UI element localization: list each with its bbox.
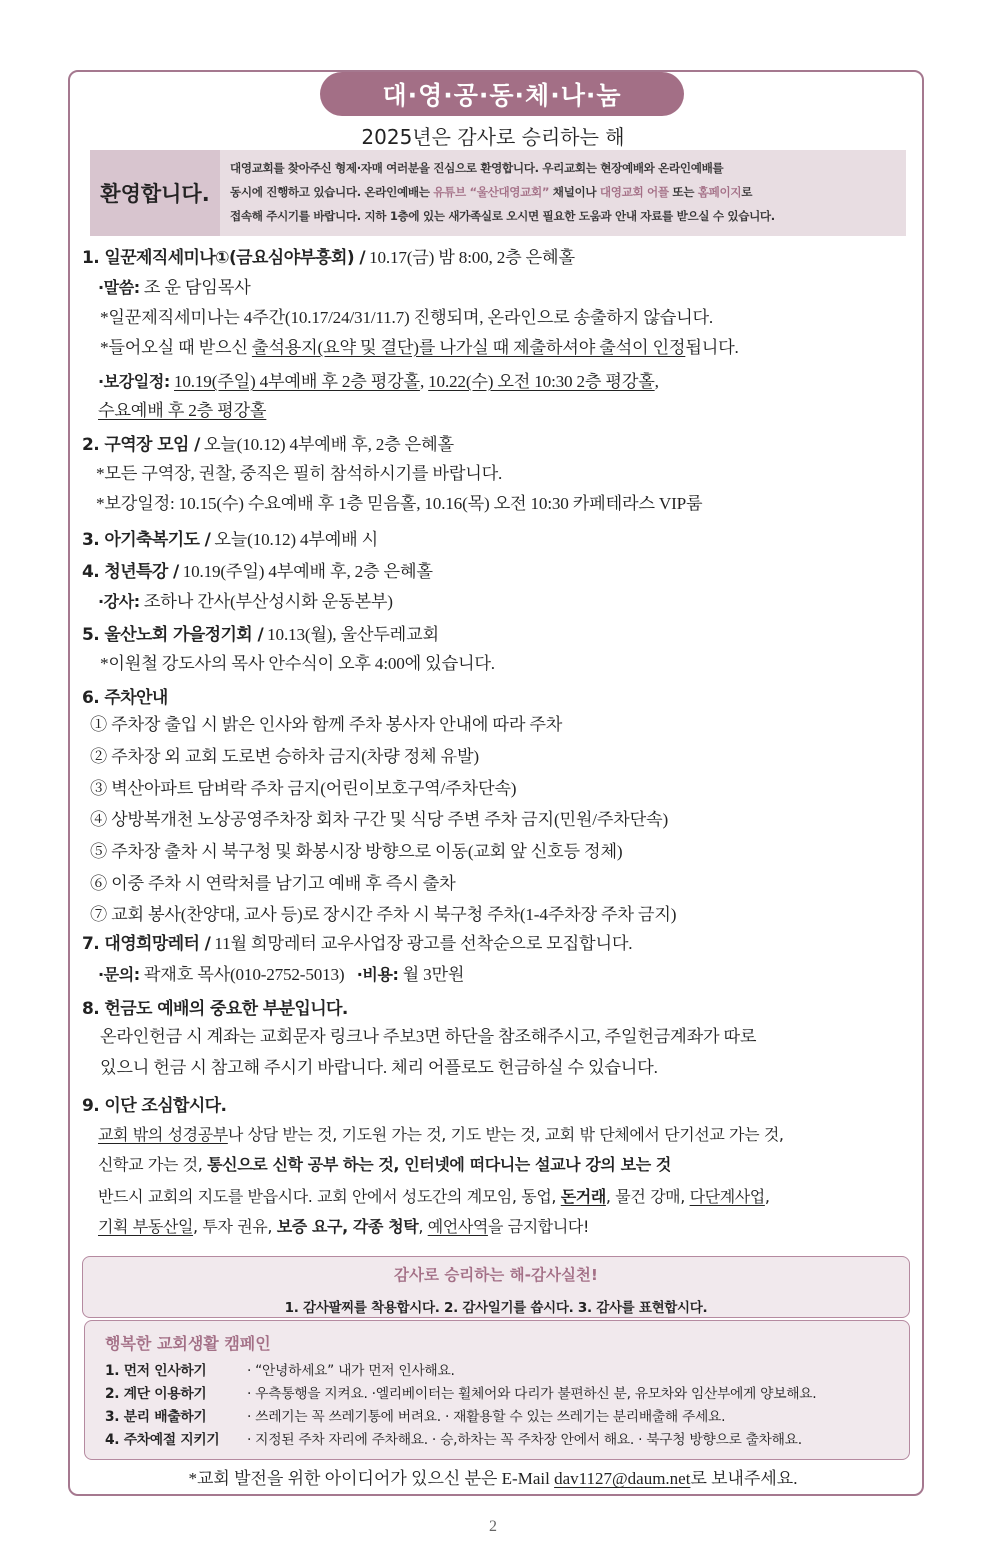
welcome-text-part: 동시에 진행하고 있습니다. 온라인예배는 [230,185,434,199]
value: 월 3만원 [398,965,465,984]
item-title: 9. 이단 조심합시다. [82,1096,227,1116]
campaign-row [105,1382,816,1402]
parking-rule: ⑦ 교회 봉사(찬양대, 교사 등)로 장시간 주차 시 북구청 주차(1-4주차장 주차 금지) [90,905,677,924]
parking-rule: ⑥ 이중 주차 시 연락처를 남기고 예배 후 즉시 출차 [90,874,456,893]
welcome-text-part: 또는 [668,185,698,199]
item-8-text: 있으니 헌금 시 참고해 주시기 바랍니다. 체리 어플로도 헌금하실 수 있습니다. [100,1058,658,1077]
item-1-heading [82,246,575,270]
item-title: 5. 울산노회 가을정기회 / [82,625,264,645]
church-app: 대영교회 어플 [599,185,669,199]
parking-rule: ② 주차장 외 교회 도로변 승하차 금지(차량 정체 유발) [90,747,479,766]
item-1-speaker [98,276,251,300]
welcome-line: 접속해 주시기를 바랍니다. 지하 1층에 있는 새가족실로 오시면 필요한 도움과 안내 자료를 받으실 수 있습니다. [230,209,775,223]
campaign-value: · “안녕하세요” 내가 먼저 인사해요. [247,1363,455,1379]
campaign-value: · 우측통행을 지켜요. ·엘리베이터는 휠체어와 다리가 불편하신 분, 유모차와 임산부에게 양보해요. [247,1386,817,1402]
item-info: 오늘(10.12) 4부예배 후, 2층 은혜홀 [199,435,454,454]
item-9-text [98,1215,589,1239]
youtube-channel: 유튜브 “울산대영교회” [433,185,550,199]
text: , 투자 권유, [193,1217,277,1236]
contact-phone: 곽재호 목사(010-2752-5013) [139,965,345,984]
item-3-heading [82,528,378,552]
text: , 물건 강매, [605,1187,690,1206]
gratitude-body: 1. 감사팔찌를 착용합시다. 2. 감사일기를 씁시다. 3. 감사를 표현합시다. [284,1300,708,1316]
welcome-line: 대영교회를 찾아주신 형제·자매 여러분을 진심으로 환영합니다. 우리교회는 현장예배와 온라인예배를 [230,161,724,175]
item-title: 1. 일꾼제직세미나①(금요심야부흥회) / [82,248,365,268]
item-2-note: *모든 구역장, 권찰, 중직은 필히 참석하시기를 바랍니다. [96,464,503,483]
parking-rule: ④ 상방복개천 노상공영주차장 회차 구간 및 식당 주변 주차 금지(민원/주차단속) [90,810,668,829]
warning-phrase: 기획 부동산일 [98,1217,194,1236]
attendance-rule: 출석용지(요약 및 결단)를 나가실 때 제출하셔야 출석이 인정 [251,338,686,357]
welcome-text-part: 로 [741,185,753,199]
warning-phrase: 보증 요구, 각종 청탁 [276,1217,419,1236]
item-1-note: *일꾼제직세미나는 4주간(10.17/24/31/11.7) 진행되며, 온라인으로 송출하지 않습니다. [100,308,714,327]
footer-note [0,1464,986,1489]
item-9-heading [82,1094,226,1118]
campaign-value: · 지정된 주차 자리에 주차해요. · 승,하차는 꼭 주차장 안에서 해요. · 북구청 방향으로 출차해요. [247,1432,802,1448]
makeup-date: 10.19(주일) 4부예배 후 2층 평강홀 [174,372,420,391]
gratitude-title: 감사로 승리하는 해-감사실천! [394,1266,598,1284]
item-info: 오늘(10.12) 4부예배 시 [210,530,379,549]
warning-phrase: 돈거래 [560,1187,606,1206]
item-title: 7. 대영희망레터 / [82,934,211,954]
text: 신학교 가는 것, [98,1155,208,1174]
item-info: 10.13(월), 울산두레교회 [263,625,439,644]
text: , [418,1217,428,1236]
item-title: 4. 청년특강 / [82,562,179,582]
item-4-speaker [98,590,393,614]
item-1-makeup: ·보강일정: 10.19(주일) 4부예배 후 2층 평강홀, 10.22(수) 오전 10:30 2층 평강홀, [98,372,659,391]
gratitude-box [82,1256,910,1318]
item-info: 10.19(주일) 4부예배 후, 2층 은혜홀 [178,562,433,581]
item-4-heading [82,560,433,584]
text: , [764,1187,770,1206]
item-9-text [98,1153,671,1177]
makeup-date: 수요예배 후 2층 평강홀 [98,401,267,420]
warning-phrase: 예언사역 [427,1217,488,1236]
item-2-note: *보강일정: 10.15(수) 수요예배 후 1층 믿음홀, 10.16(목) 오전 10:30 카페테라스 VIP룸 [96,494,703,513]
welcome-label: 환영합니다. [90,150,220,236]
homepage: 홈페이지 [697,185,742,199]
text: 나 상담 받는 것, 기도원 가는 것, 기도 받는 것, 교회 밖 단체에서 단기선교 가는 것, [227,1125,784,1144]
label: ·강사: [98,592,140,611]
item-8-heading [82,997,348,1021]
value: 조하나 간사(부산성시화 운동본부) [139,592,393,611]
year-theme: 2025년은 감사로 승리하는 해 [361,125,625,149]
text: 을 금지합니다! [487,1217,589,1236]
campaign-row [105,1405,725,1425]
warning-phrase: 교회 밖의 성경공부 [98,1125,228,1144]
item-title: 2. 구역장 모임 / [82,435,200,455]
campaign-key: 2. 계단 이용하기 [105,1386,207,1402]
item-6-heading [82,686,168,710]
page-number: 2 [489,1518,497,1535]
label: ·보강일정: [98,372,170,391]
item-7-details [98,963,464,987]
makeup-date: 10.22(수) 오전 10:30 2층 평강홀 [428,372,655,391]
item-title: 6. 주차안내 [82,688,168,708]
section-title: 대·영·공·동·체·나·눔 [320,72,684,116]
item-8-text: 온라인헌금 시 계좌는 교회문자 링크나 주보3면 하단을 참조해주시고, 주일헌금계좌가 따로 [100,1027,757,1046]
item-info: 10.17(금) 밤 8:00, 2층 은혜홀 [364,248,575,267]
item-9-text [98,1185,770,1209]
welcome-line [230,180,896,204]
item-5-note: *이원철 강도사의 목사 안수식이 오후 4:00에 있습니다. [100,654,495,673]
label: ·비용: [356,965,399,984]
item-title: 8. 헌금도 예배의 중요한 부분입니다. [82,999,348,1019]
footer-text: *교회 발전을 위한 아이디어가 있으신 분은 E-Mail [188,1469,555,1488]
footer-text: 로 보내주세요. [690,1469,798,1488]
campaign-title: 행복한 교회생활 캠페인 [105,1334,271,1353]
label: ·문의: [98,965,140,984]
text: 반드시 교회의 지도를 받읍시다. 교회 안에서 성도간의 계모임, 동업, [98,1187,561,1206]
email-link[interactable]: dav1127@daum.net [554,1469,691,1488]
welcome-box [90,150,906,236]
campaign-key: 1. 먼저 인사하기 [105,1363,207,1379]
item-5-heading [82,623,439,647]
warning-phrase: 다단계사업 [689,1187,765,1206]
item-9-text [98,1123,784,1147]
item-1-makeup [98,399,266,423]
warning-phrase: 통신으로 신학 공부 하는 것, 인터넷에 떠다니는 설교나 강의 보는 것 [207,1155,671,1174]
label: ·말씀: [98,278,140,297]
campaign-row [105,1428,802,1448]
note-text: *들어오실 때 받으신 [100,338,252,357]
item-info: 11월 희망레터 교우사업장 광고를 선착순으로 모집합니다. [210,934,633,953]
campaign-key: 3. 분리 배출하기 [105,1409,207,1425]
campaign-key: 4. 주차예절 지키기 [105,1432,220,1448]
parking-rule: ③ 벽산아파트 담벼락 주차 금지(어린이보호구역/주차단속) [90,779,517,798]
item-2-heading [82,433,454,457]
campaign-row [105,1359,455,1379]
item-title: 3. 아기축복기도 / [82,530,211,550]
welcome-text-part: 채널이나 [549,185,600,199]
campaign-value: · 쓰레기는 꼭 쓰레기통에 버려요. · 재활용할 수 있는 쓰레기는 분리배출해 주세요. [247,1409,726,1425]
parking-rule: ⑤ 주차장 출차 시 북구청 및 화봉시장 방향으로 이동(교회 앞 신호등 정체) [90,842,623,861]
welcome-text [220,150,906,236]
item-7-heading [82,932,632,956]
campaign-box [84,1320,910,1460]
item-1-note [100,336,739,360]
value: 조 운 담임목사 [139,278,251,297]
parking-rule: ① 주차장 출입 시 밝은 인사와 함께 주차 봉사자 안내에 따라 주차 [90,715,563,734]
note-text: 됩니다. [685,338,739,357]
